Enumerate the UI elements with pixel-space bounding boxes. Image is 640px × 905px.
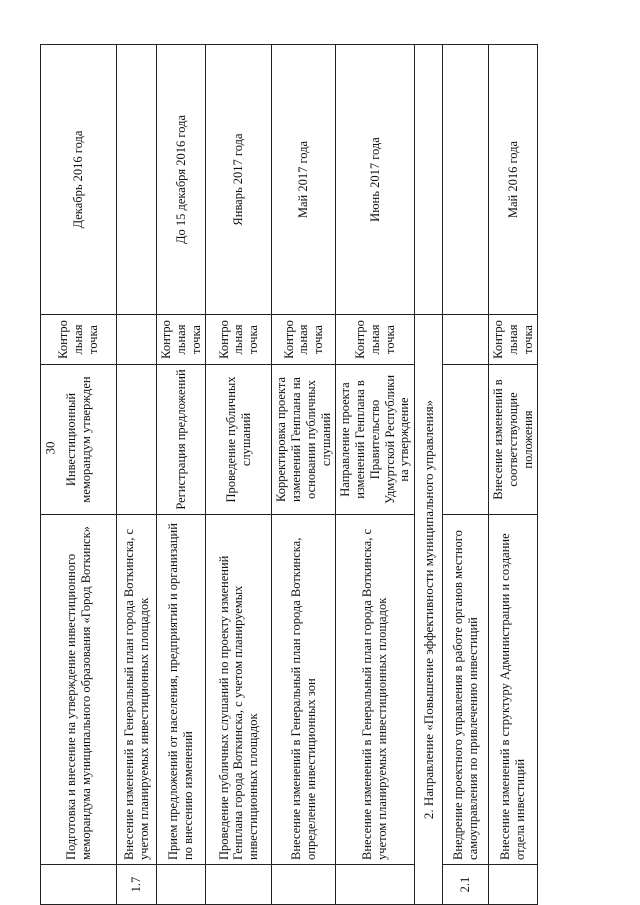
task-cell: Прием предложений от населения, предприятий и организаций по внесению изменений	[157, 515, 206, 865]
row-number	[336, 865, 415, 905]
row-number	[206, 865, 272, 905]
task-cell: Внесение изменений в структуру Администрации и создание отдела инвестиций	[489, 515, 538, 865]
task-cell: Подготовка и внесение на утверждение инвестиционного меморандума муниципального образования «Город Воткинск»	[41, 515, 117, 865]
task-cell: Внедрение проектного управления в работе органов местного самоуправления по привлечению инвестиций	[443, 515, 489, 865]
result-cell: Направление проекта изменений Генплана в Правительство Удмуртской Республики на утверждение	[336, 365, 415, 515]
page-number: 30	[42, 441, 58, 455]
result-cell: Проведение публичных слушаний	[206, 365, 272, 515]
row-number: 2.1	[443, 865, 489, 905]
table-row	[336, 45, 415, 905]
row-number	[272, 865, 336, 905]
table-row	[157, 45, 206, 905]
table-row	[489, 45, 538, 905]
task-cell: Внесение изменений в Генеральный план города Воткинска, с учетом планируемых инвестиционных площадок	[117, 515, 157, 865]
section-title: 2. Направление «Повышение эффективности муниципального управления»	[415, 315, 443, 905]
deadline-cell: Декабрь 2016 года	[41, 45, 117, 315]
result-cell: Корректировка проекта изменений Генплана на основании публичных слушаний	[272, 365, 336, 515]
row-number	[489, 865, 538, 905]
type-cell: Контрольная точка	[157, 315, 206, 365]
table-row	[206, 45, 272, 905]
row-number	[157, 865, 206, 905]
task-cell: Внесение изменений в Генеральный план города Воткинска, с учетом планируемых инвестиционных площадок	[336, 515, 415, 865]
rotated-table-container	[40, 45, 605, 905]
type-cell: Контрольная точка	[489, 315, 538, 365]
type-cell: Контрольная точка	[336, 315, 415, 365]
plan-table	[40, 44, 538, 905]
result-cell	[443, 365, 489, 515]
table-row	[443, 45, 489, 905]
deadline-cell: Май 2016 года	[489, 45, 538, 315]
result-cell: Внесение изменений в соответствующие положения	[489, 365, 538, 515]
table-row	[41, 45, 117, 905]
section-empty-cell	[415, 45, 443, 315]
type-cell	[117, 315, 157, 365]
type-cell: Контрольная точка	[206, 315, 272, 365]
row-number	[41, 865, 117, 905]
deadline-cell	[117, 45, 157, 315]
type-cell	[443, 315, 489, 365]
task-cell: Внесение изменений в Генеральный план города Воткинска, определение инвестиционных зон	[272, 515, 336, 865]
deadline-cell: Январь 2017 года	[206, 45, 272, 315]
section-row	[415, 45, 443, 905]
type-cell: Контрольная точка	[272, 315, 336, 365]
deadline-cell: Июнь 2017 года	[336, 45, 415, 315]
table-row	[117, 45, 157, 905]
result-cell: Регистрация предложений	[157, 365, 206, 515]
row-number: 1.7	[117, 865, 157, 905]
task-cell: Проведение публичных слушаний по проекту изменений Генплана города Воткинска, с учетом планируемых инвестиционных площадок	[206, 515, 272, 865]
result-cell	[117, 365, 157, 515]
deadline-cell	[443, 45, 489, 315]
result-cell: Инвестиционный меморандум утвержден	[41, 365, 117, 515]
table-row	[272, 45, 336, 905]
deadline-cell: Май 2017 года	[272, 45, 336, 315]
deadline-cell: До 15 декабря 2016 года	[157, 45, 206, 315]
type-cell: Контрольная точка	[41, 315, 117, 365]
